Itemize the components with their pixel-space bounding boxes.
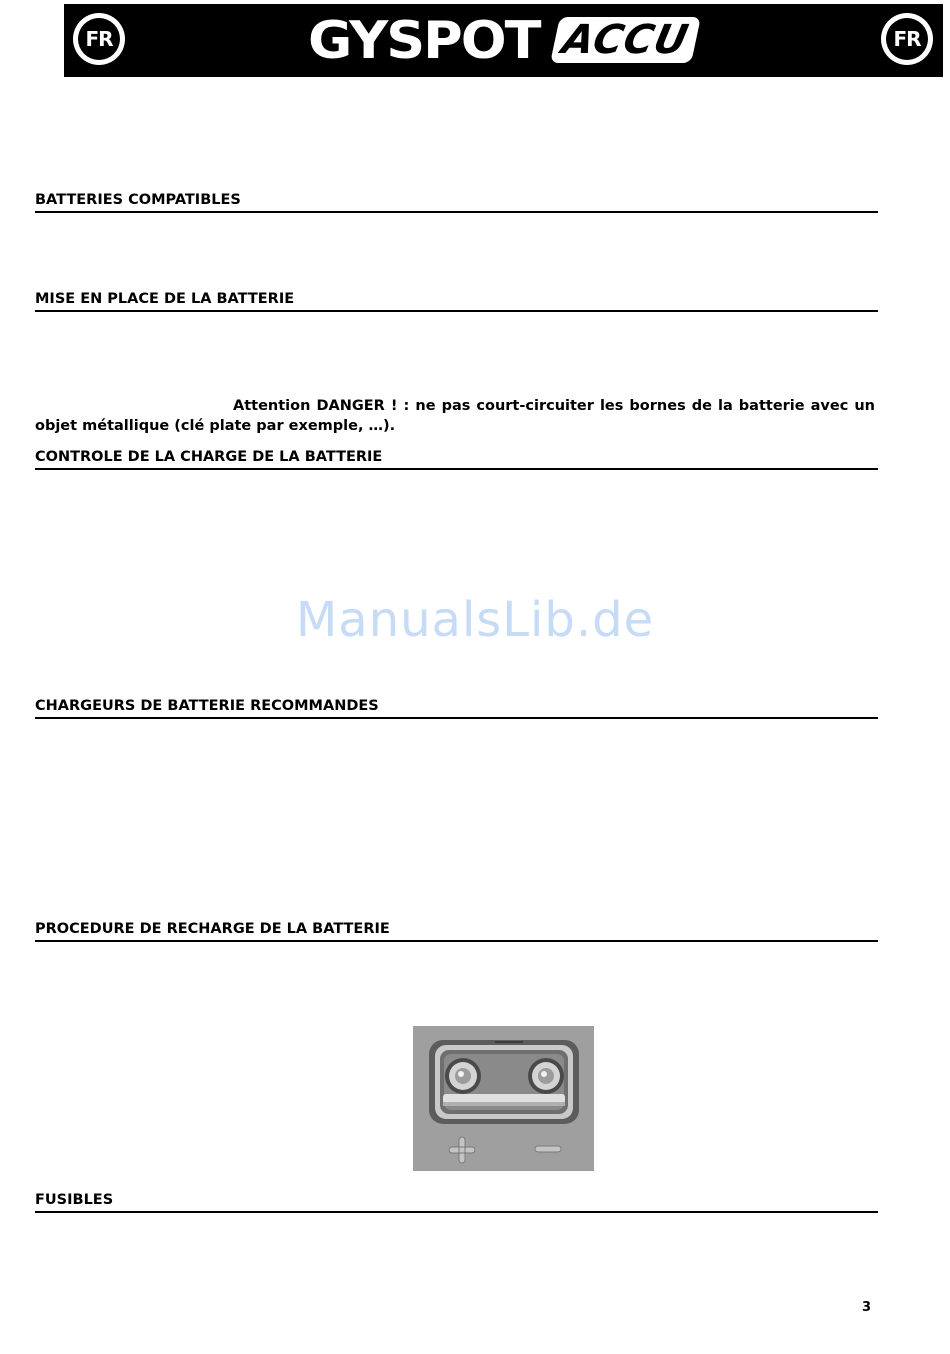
section-title-fusibles: FUSIBLES bbox=[35, 1191, 878, 1213]
section-title-mise-en-place: MISE EN PLACE DE LA BATTERIE bbox=[35, 290, 878, 312]
minus-symbol bbox=[535, 1146, 561, 1152]
danger-notice: Attention DANGER ! : ne pas court-circuiter les bornes de la batterie avec un objet métallique (clé plate par exemple, …). bbox=[35, 398, 875, 434]
page-header bbox=[64, 4, 943, 77]
section-title-chargeurs: CHARGEURS DE BATTERIE RECOMMANDES bbox=[35, 697, 878, 719]
language-badge-left-label: FR bbox=[78, 18, 120, 60]
logo-sub-text: ACCU bbox=[551, 17, 702, 63]
section-title-controle-charge: CONTROLE DE LA CHARGE DE LA BATTERIE bbox=[35, 448, 878, 470]
language-badge-right bbox=[881, 13, 933, 65]
section-title-procedure-recharge: PROCEDURE DE RECHARGE DE LA BATTERIE bbox=[35, 920, 878, 942]
section-title-batteries-compatibles: BATTERIES COMPATIBLES bbox=[35, 191, 878, 213]
language-badge-left bbox=[73, 13, 125, 65]
language-badge-right-label: FR bbox=[886, 18, 928, 60]
brand-logo bbox=[308, 8, 696, 72]
page-number: 3 bbox=[862, 1300, 872, 1315]
battery-terminals-photo bbox=[413, 1026, 594, 1171]
logo-main-text: GYSPOT bbox=[308, 10, 540, 70]
watermark: ManualsLib.de bbox=[295, 592, 655, 648]
